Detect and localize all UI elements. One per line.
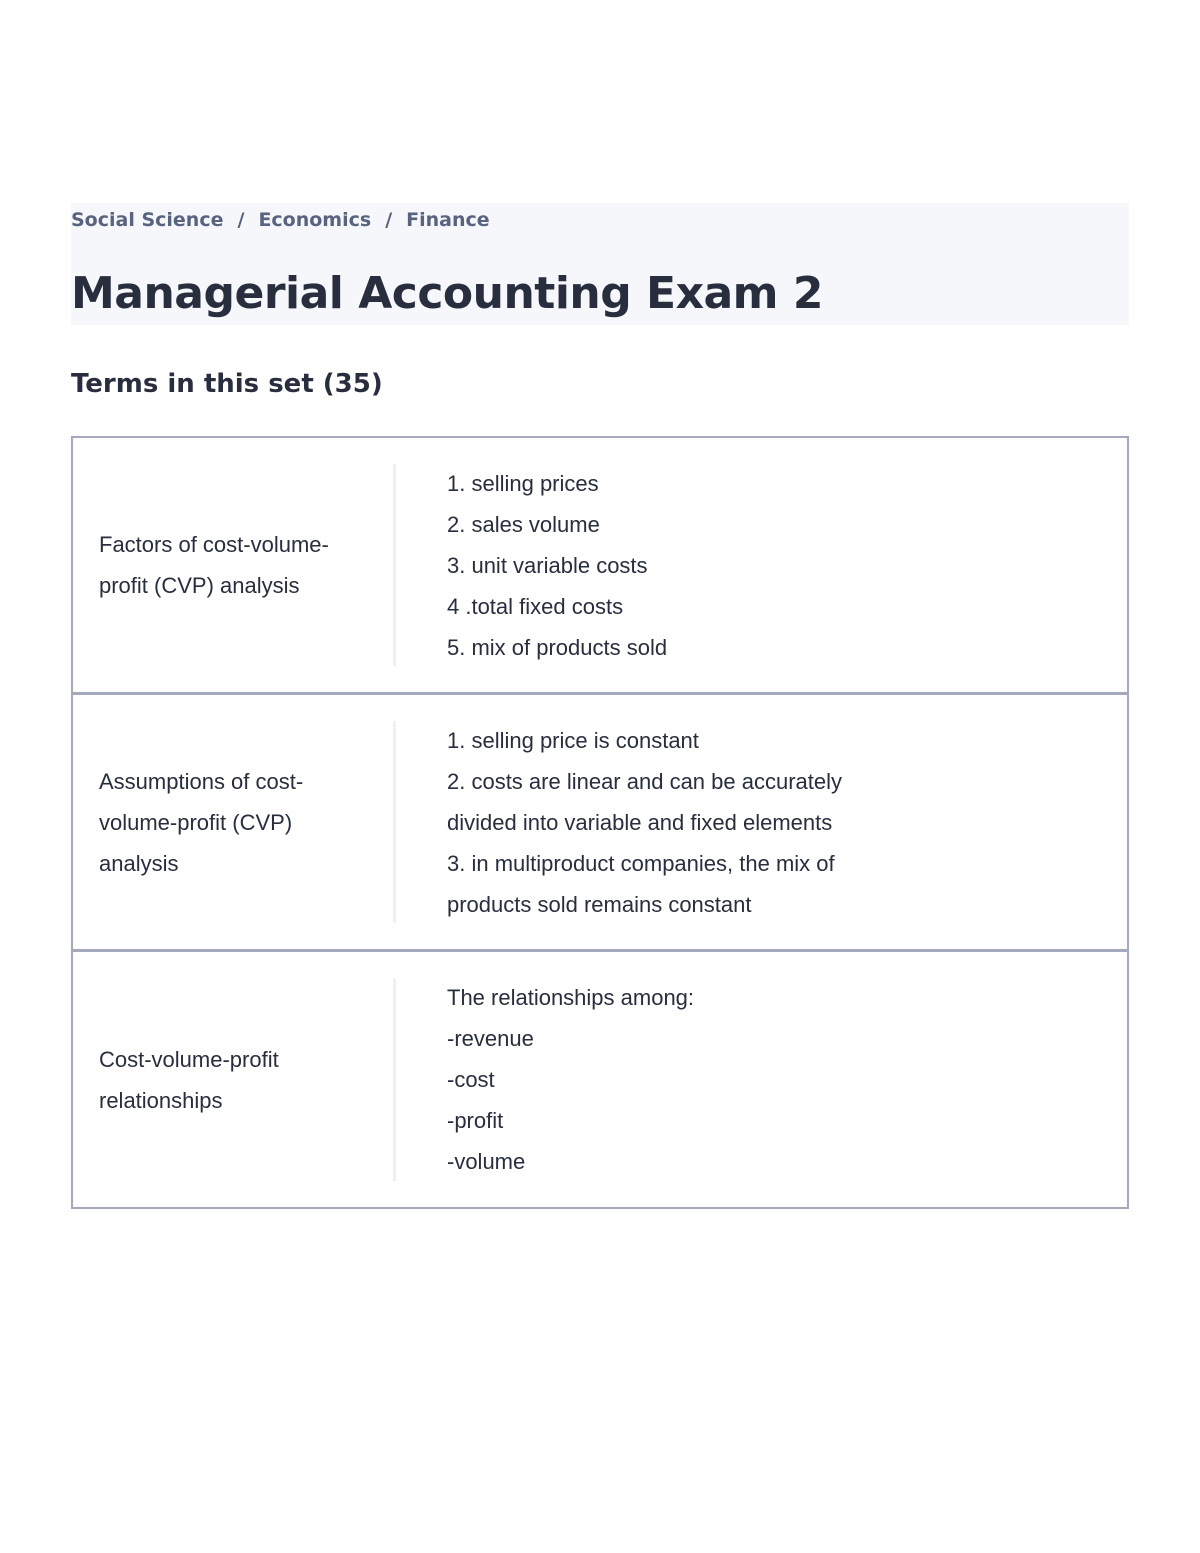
definition-text: [394, 695, 1127, 949]
definition-line: -revenue: [447, 1026, 534, 1051]
row-divider: [393, 721, 396, 923]
definition-line: The relationships among:: [447, 985, 695, 1010]
definition-lines: [447, 977, 694, 1182]
term-text: [73, 695, 394, 949]
definition-line: 2. sales volume: [447, 511, 600, 537]
breadcrumb-separator: /: [385, 209, 393, 231]
definition-line: -cost: [447, 1067, 495, 1092]
terms-table: [71, 436, 1129, 1209]
definition-line: 5. mix of products sold: [447, 634, 668, 660]
term-label: Assumptions of cost-volume-profit (CVP) analysis: [99, 768, 304, 876]
row-divider: [393, 978, 396, 1181]
definition-line: 1. selling prices: [447, 470, 599, 496]
definition-line: -profit: [447, 1108, 504, 1133]
term-row: [73, 695, 1127, 952]
definition-line: -volume: [447, 1149, 526, 1174]
term-label: Cost-volume-profit relationships: [99, 1046, 279, 1113]
term-label: Factors of cost-volume-profit (CVP) analysis: [99, 532, 329, 598]
definition-line: 4 .total fixed costs: [447, 593, 624, 619]
breadcrumb-item-economics[interactable]: Economics: [258, 209, 372, 231]
term-text: [73, 438, 394, 692]
term-row: [73, 952, 1127, 1207]
definition-line: 2. costs are linear and can be accurately: [447, 768, 843, 794]
definition-text: [394, 952, 1127, 1207]
definition-line: divided into variable and fixed elements: [447, 809, 833, 835]
breadcrumb: [71, 205, 490, 235]
term-row: [73, 438, 1127, 695]
breadcrumb-separator: /: [237, 209, 245, 231]
definition-line: 3. unit variable costs: [447, 552, 648, 578]
definition-lines: [447, 720, 842, 925]
definition-line: 1. selling price is constant: [447, 727, 699, 753]
definition-line: products sold remains constant: [447, 891, 752, 917]
breadcrumb-item-finance[interactable]: Finance: [406, 209, 490, 231]
terms-heading: Terms in this set (35): [71, 369, 383, 399]
definition-text: [394, 438, 1127, 692]
definition-lines: [447, 463, 667, 668]
breadcrumb-item-social-science[interactable]: Social Science: [71, 209, 224, 231]
term-text: [73, 952, 394, 1207]
row-divider: [393, 464, 396, 666]
definition-line: 3. in multiproduct companies, the mix of: [447, 850, 835, 876]
page-title: Managerial Accounting Exam 2: [71, 268, 823, 319]
